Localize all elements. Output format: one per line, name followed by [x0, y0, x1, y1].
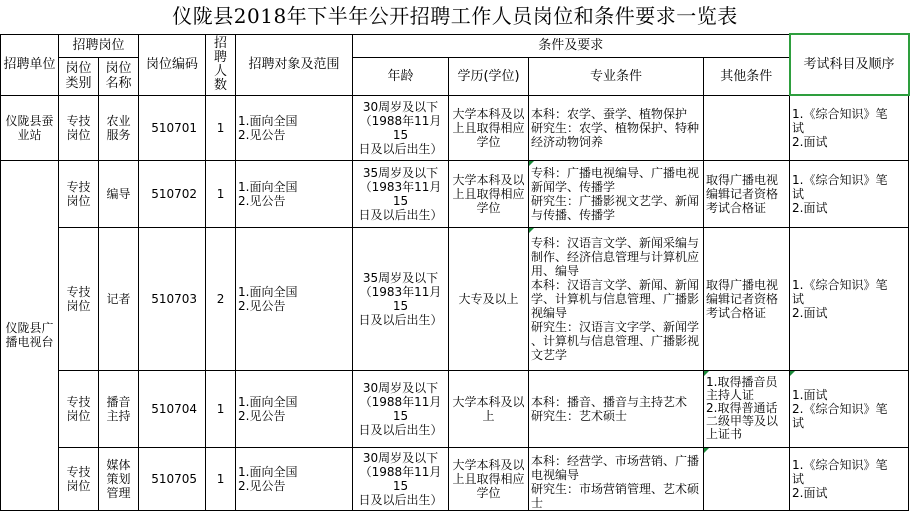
header-post-type: 岗位类别	[59, 57, 99, 95]
table-row	[1, 227, 909, 370]
cell-line: 本科：汉语言文学、新闻、新闻	[531, 277, 700, 292]
cell-line: 专科：广播电视编导、广播电视	[531, 165, 700, 180]
cell-line: 上证书	[706, 427, 743, 441]
cell-line: 日及以后出生）	[358, 312, 443, 327]
target-cell	[236, 447, 353, 510]
code-cell: 510701	[139, 95, 206, 160]
cell-line: 1.面向全国	[238, 464, 298, 479]
exam-cell	[790, 227, 909, 370]
cell-line: 2.见公告	[238, 298, 286, 313]
post-type-cell: 专技岗位	[59, 370, 99, 447]
cell-line: 1.面向全国	[238, 284, 298, 299]
cell-line: 研究生：汉语言文字学、新闻学	[531, 319, 700, 334]
cell-line: 上且取得相应	[452, 120, 525, 135]
cell-line: 研究生：农学、植物保护、特种	[531, 120, 700, 135]
page-title: 仪陇县2018年下半年公开招聘工作人员岗位和条件要求一览表	[172, 4, 738, 28]
cell-line: 大学本科及以	[452, 394, 525, 409]
other-cell	[704, 95, 790, 160]
post-type-cell: 专技岗位	[59, 160, 99, 227]
post-name-cell	[99, 447, 139, 510]
count-cell: 2	[206, 227, 236, 370]
cell-line: 学、计算机与信息管理、广播影	[531, 291, 700, 306]
header-unit: 招聘单位	[1, 34, 59, 95]
cell-line: （1988年11月15	[359, 394, 442, 423]
cell-line: 2.面试	[792, 305, 828, 320]
other-cell	[704, 447, 790, 510]
cell-line: 1.《综合知识》笔	[792, 106, 888, 121]
cell-line: 研究生：广播影视文艺学、新闻	[531, 193, 700, 208]
post-name-cell: 编导	[99, 160, 139, 227]
cell-line: 编辑记者资格	[706, 186, 779, 201]
age-cell	[353, 227, 449, 370]
cell-line: 取得广播电视	[706, 277, 779, 292]
cell-line: 1.《综合知识》笔	[792, 172, 888, 187]
cell-line: 制作、经济信息管理与计算机应	[531, 249, 700, 264]
cell-line: 学位	[476, 200, 501, 215]
cell-line: 专科：汉语言文学、新闻采编与	[531, 235, 700, 250]
header-target: 招聘对象及范围	[236, 34, 353, 95]
header-education: 学历(学位)	[449, 57, 529, 95]
cell-line: 1.面向全国	[238, 113, 298, 128]
cell-line: 电视编导	[531, 467, 580, 482]
header-exam: 考试科目及顺序	[790, 34, 909, 95]
education-cell	[449, 227, 529, 370]
target-cell	[236, 160, 353, 227]
cell-line: （1988年11月15	[359, 113, 442, 142]
cell-line: 2.面试	[792, 200, 828, 215]
header-post-name: 岗位名称	[99, 57, 139, 95]
major-cell	[529, 95, 704, 160]
cell-line: 考试合格证	[706, 200, 767, 215]
cell-line: 2.见公告	[238, 127, 286, 142]
cell-line: 本科：经营学、市场营销、广播	[531, 453, 700, 468]
header-age: 年龄	[353, 57, 449, 95]
cell-line: 2.见公告	[238, 478, 286, 493]
target-cell	[236, 95, 353, 160]
age-cell	[353, 447, 449, 510]
recruitment-table	[0, 33, 910, 511]
cell-line: 上且取得相应	[452, 471, 525, 486]
count-cell: 1	[206, 370, 236, 447]
cell-line: 取得广播电视	[706, 172, 779, 187]
code-cell: 510702	[139, 160, 206, 227]
cell-line: （1983年11月15	[359, 179, 442, 208]
exam-cell	[790, 95, 909, 160]
header-count: 招聘人数	[206, 34, 236, 95]
education-cell	[449, 447, 529, 510]
cell-line: 试	[792, 291, 805, 306]
cell-line: 主持人证	[706, 388, 755, 402]
cell-line: 1.《综合知识》笔	[792, 277, 888, 292]
post-name-cell: 记者	[99, 227, 139, 370]
count-cell: 1	[206, 95, 236, 160]
education-cell	[449, 370, 529, 447]
header-post-group: 招聘岗位	[59, 34, 139, 57]
major-cell	[529, 370, 704, 447]
major-cell	[529, 447, 704, 510]
cell-line: 30周岁及以下	[362, 380, 439, 395]
cell-line: 考试合格证	[706, 305, 767, 320]
cell-line: 30周岁及以下	[362, 450, 439, 465]
exam-cell	[790, 370, 909, 447]
cell-line: 日及以后出生）	[358, 141, 443, 156]
count-cell: 1	[206, 160, 236, 227]
cell-line: 30周岁及以下	[362, 99, 439, 114]
header-code: 岗位编码	[139, 34, 206, 95]
cell-line: 2.《综合知识》笔	[792, 401, 888, 416]
code-cell: 510705	[139, 447, 206, 510]
unit-cell: 仪陇县广播电视台	[1, 160, 59, 510]
cell-line: 2.见公告	[238, 193, 286, 208]
age-cell	[353, 160, 449, 227]
cell-line: 2.面试	[792, 134, 828, 149]
cell-line: 35周岁及以下	[362, 165, 439, 180]
cell-line: 2.面试	[792, 485, 828, 500]
cell-line: （1983年11月15	[359, 284, 442, 313]
education-cell	[449, 160, 529, 227]
code-cell: 510704	[139, 370, 206, 447]
cell-line: 媒体	[106, 457, 131, 472]
cell-line: 二级甲等及以	[706, 414, 779, 428]
post-type-cell: 专技岗位	[59, 447, 99, 510]
cell-line: 学位	[476, 485, 501, 500]
cell-line: 日及以后出生）	[358, 492, 443, 507]
cell-line: 文艺学	[531, 347, 568, 362]
cell-line: 日及以后出生）	[358, 207, 443, 222]
exam-cell	[790, 447, 909, 510]
cell-line: 日及以后出生）	[358, 422, 443, 437]
target-cell	[236, 227, 353, 370]
cell-line: 2.见公告	[238, 408, 286, 423]
exam-cell	[790, 160, 909, 227]
major-cell	[529, 227, 704, 370]
header-major: 专业条件	[529, 57, 704, 95]
age-cell	[353, 370, 449, 447]
cell-line: 大学本科及以	[452, 106, 525, 121]
cell-line: 试	[792, 415, 805, 430]
post-type-cell: 专技岗位	[59, 227, 99, 370]
count-cell: 1	[206, 447, 236, 510]
cell-line: 1.面向全国	[238, 394, 298, 409]
cell-line: 研究生：艺术硕士	[531, 408, 628, 423]
cell-line: 大学本科及以	[452, 457, 525, 472]
cell-line: 1.取得播音员	[706, 375, 778, 389]
major-cell	[529, 160, 704, 227]
cell-line: 、计算机与信息管理、广播影视	[531, 333, 700, 348]
table-row	[1, 447, 909, 510]
cell-line: 试	[792, 471, 805, 486]
education-cell	[449, 95, 529, 160]
cell-line: 研究生：市场营销管理、艺术硕	[531, 481, 700, 496]
table-row	[1, 95, 909, 160]
cell-line: 士	[531, 495, 544, 510]
cell-line: 新闻学、传播学	[531, 179, 616, 194]
post-name-cell: 农业服务	[99, 95, 139, 160]
cell-line: 视编导	[531, 305, 568, 320]
post-name-cell: 播音主持	[99, 370, 139, 447]
other-cell	[704, 370, 790, 447]
age-cell	[353, 95, 449, 160]
header-conditions: 条件及要求	[353, 34, 790, 57]
cell-line: 经济动物饲养	[531, 134, 604, 149]
other-cell	[704, 227, 790, 370]
header-other: 其他条件	[704, 57, 790, 95]
cell-line: 用、编导	[531, 263, 580, 278]
cell-line: 1.《综合知识》笔	[792, 457, 888, 472]
cell-line: 策划	[106, 471, 131, 486]
cell-line: 试	[792, 120, 805, 135]
cell-line: 试	[792, 186, 805, 201]
cell-line: 本科：播音、播音与主持艺术	[531, 394, 688, 409]
cell-line: 编辑记者资格	[706, 291, 779, 306]
cell-line: 学位	[476, 134, 501, 149]
other-cell	[704, 160, 790, 227]
cell-line: 1.面向全国	[238, 179, 298, 194]
post-type-cell: 专技岗位	[59, 95, 99, 160]
cell-line: （1988年11月15	[359, 464, 442, 493]
table-row	[1, 160, 909, 227]
unit-cell: 仪陇县蚕业站	[1, 95, 59, 160]
table-row	[1, 370, 909, 447]
cell-line: 大学本科及以	[452, 172, 525, 187]
cell-line: 本科：农学、蚕学、植物保护	[531, 106, 688, 121]
cell-line: 35周岁及以下	[362, 270, 439, 285]
cell-line: 大专及以上	[458, 291, 519, 306]
cell-line: 1.面试	[792, 387, 828, 402]
cell-line: 2.取得普通话	[706, 401, 778, 415]
code-cell: 510703	[139, 227, 206, 370]
cell-line: 管理	[106, 485, 131, 500]
cell-line: 上	[482, 408, 495, 423]
cell-line: 与传播、传播学	[531, 207, 616, 222]
cell-line: 上且取得相应	[452, 186, 525, 201]
target-cell	[236, 370, 353, 447]
